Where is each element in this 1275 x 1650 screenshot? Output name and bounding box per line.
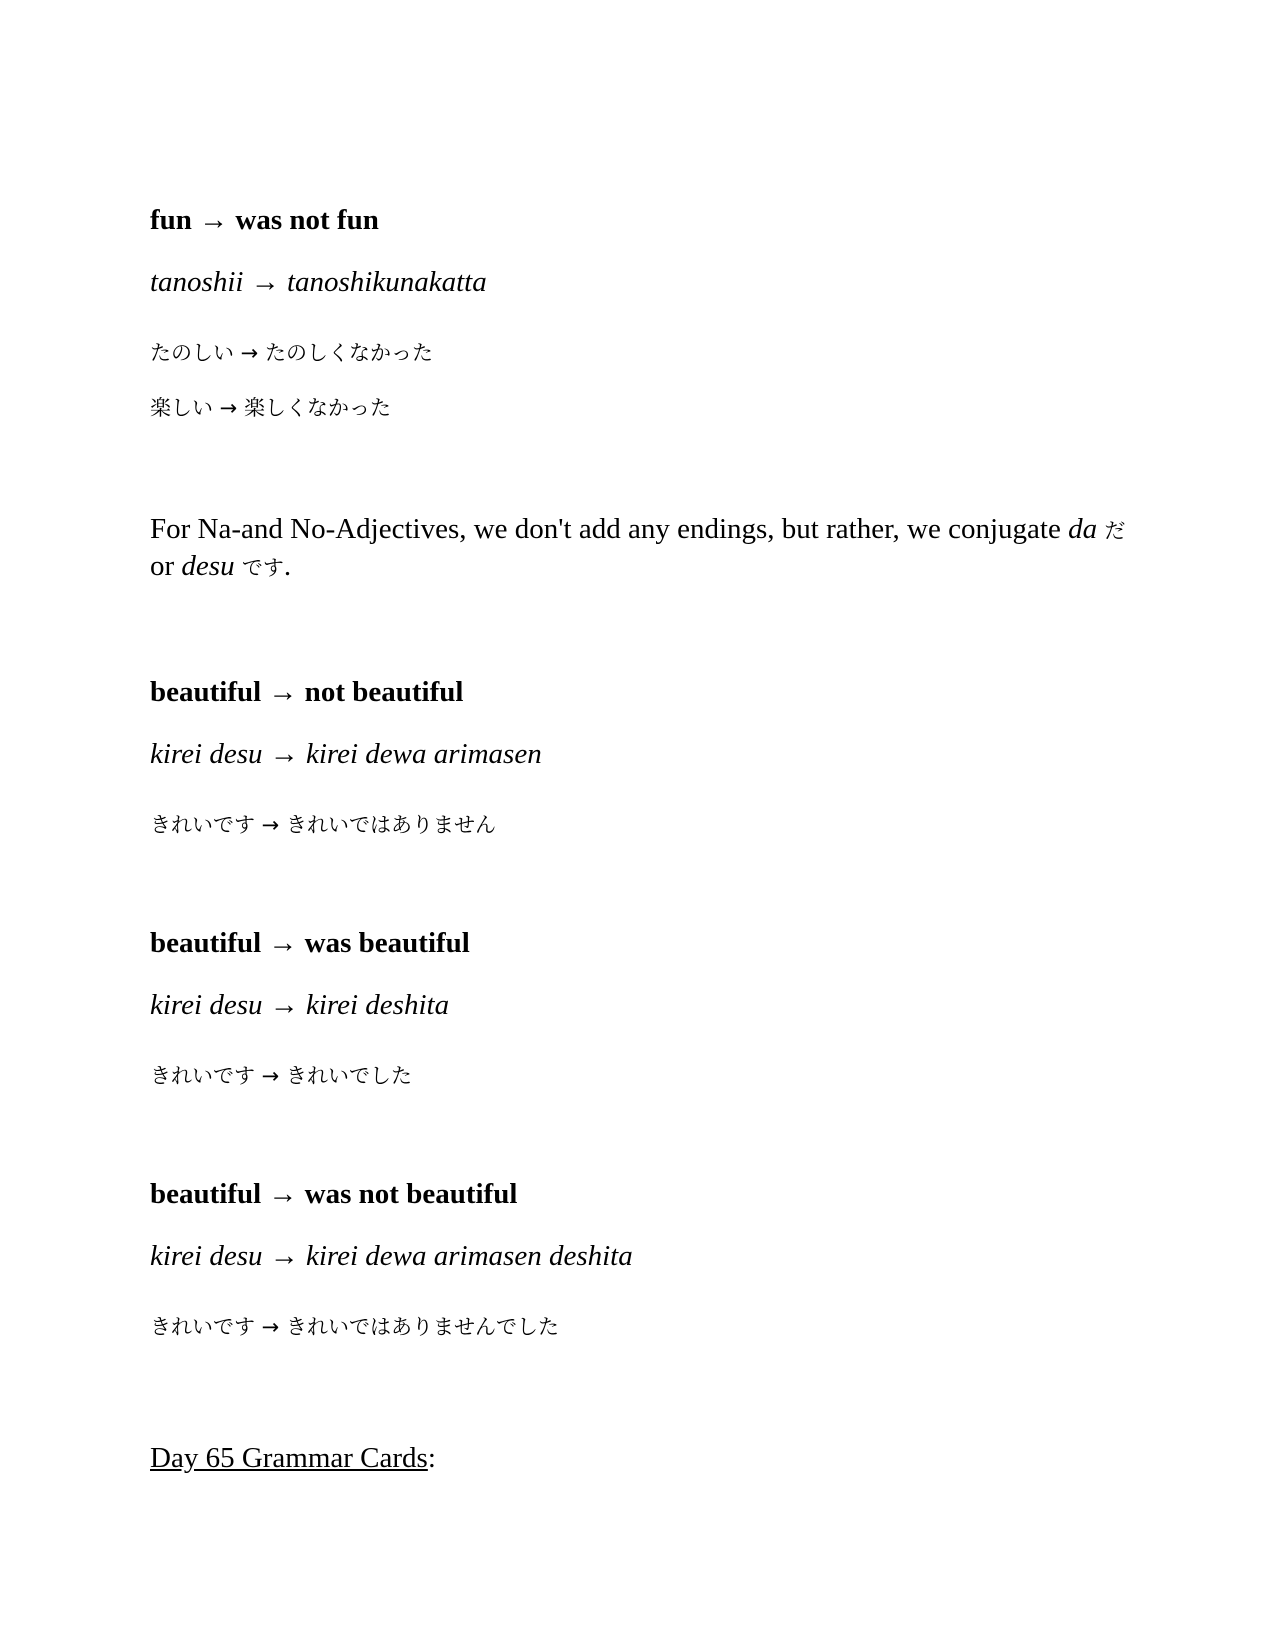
note-da-kana: だ [1104,519,1126,543]
note-desu-romaji: desu [181,550,235,582]
beautiful-past-heading: beautiful → was beautiful [150,927,470,959]
beautiful-past-romaji: kirei desu → kirei deshita [150,989,450,1021]
beautiful-negative-romaji: kirei desu → kirei dewa arimasen [150,738,542,770]
grammar-cards-line [150,1444,436,1473]
fun-past-negative-kanji: 楽しい → 楽しくなかった [150,396,391,420]
beautiful-past-kana: きれいです → きれいでした [150,1064,412,1088]
beautiful-negative-heading: beautiful → not beautiful [150,676,464,708]
fun-past-negative-heading: fun → was not fun [150,204,379,236]
beautiful-past-negative-kana: きれいです → きれいではありませんでした [150,1315,559,1339]
note-text: For Na-and No-Adjectives, we don't add any endings, but rather, we conjugate [150,513,1061,545]
beautiful-past-negative-romaji: kirei desu → kirei dewa arimasen deshita [150,1240,633,1272]
grammar-cards-link[interactable]: Day 65 Grammar Cards [150,1442,428,1474]
note-period: . [283,550,292,582]
grammar-cards-colon: : [427,1442,436,1474]
note-or: or [150,550,175,582]
note-desu-kana: です [241,556,284,580]
na-no-adjective-note [150,512,1130,586]
fun-past-negative-romaji: tanoshii → tanoshikunakatta [150,266,487,298]
beautiful-negative-kana: きれいです → きれいではありません [150,813,496,837]
beautiful-past-negative-heading: beautiful → was not beautiful [150,1178,518,1210]
fun-past-negative-kana: たのしい → たのしくなかった [150,341,433,365]
note-da-romaji: da [1068,513,1098,545]
